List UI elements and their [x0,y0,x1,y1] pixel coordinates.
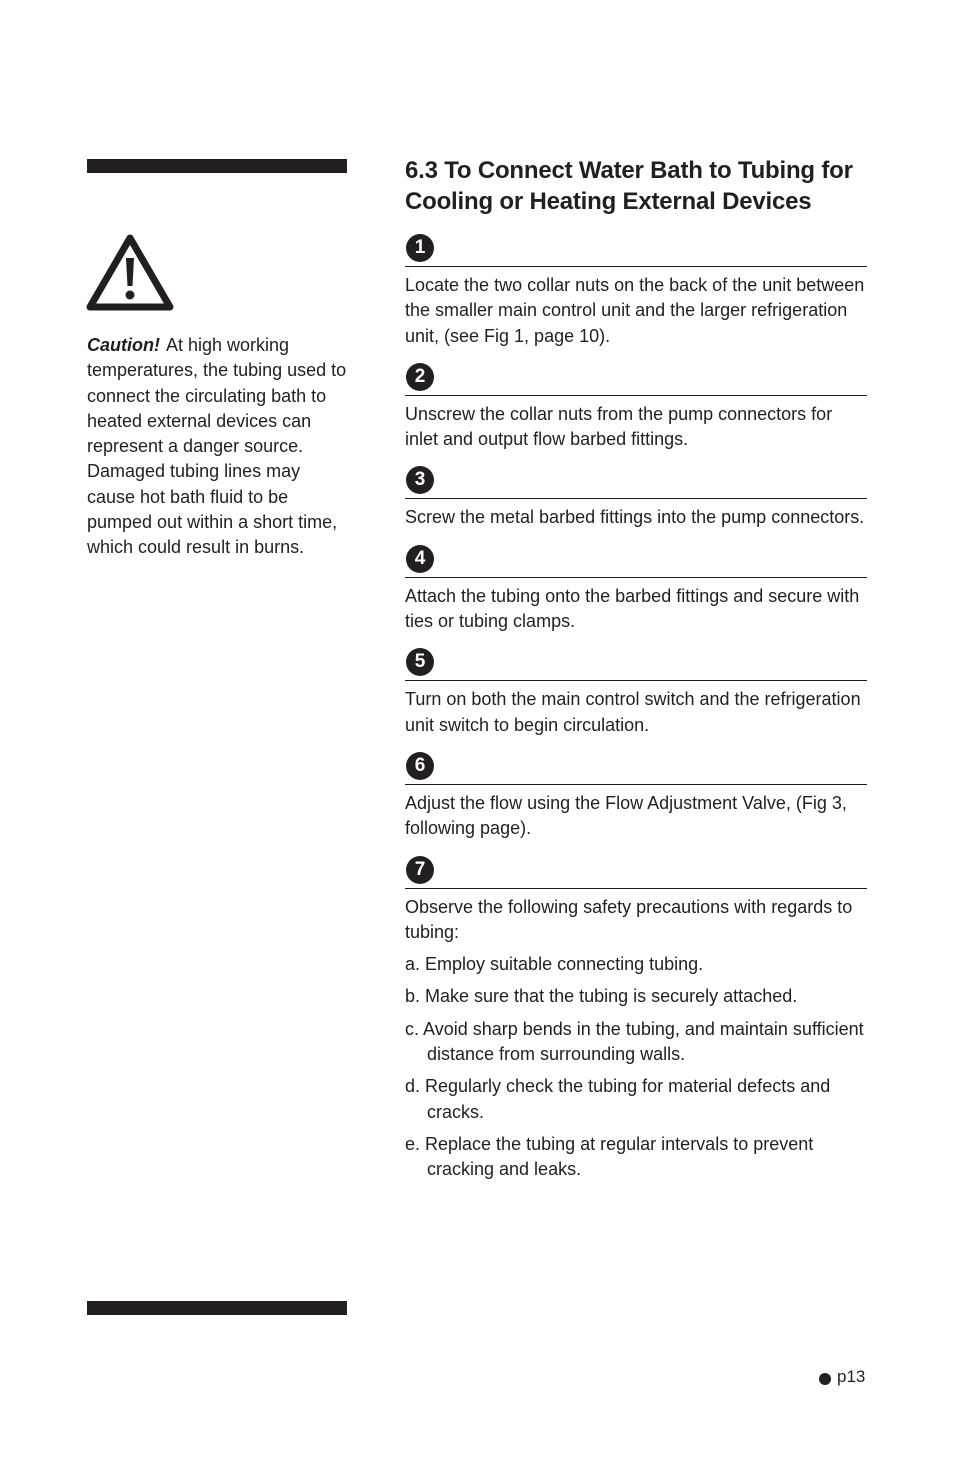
step-1 [405,233,867,349]
main-content [405,155,867,1183]
page-number: p13 [837,1367,866,1386]
step-text: Locate the two collar nuts on the back of the unit between the smaller main control unit and the larger refrigeration unit, (see Fig 1, page 10). [405,275,865,346]
step-number-badge: 5 [406,648,434,676]
list-item: c. Avoid sharp bends in the tubing, and maintain sufficient distance from surrounding walls. [405,1018,864,1065]
step-text: Screw the metal barbed fittings into the pump connectors. [405,507,865,528]
step-5 [405,647,867,738]
step-number-badge: 2 [406,363,434,391]
step-7 [405,855,867,1183]
step-header [405,647,867,681]
step-header [405,751,867,785]
step-number-badge: 4 [406,545,434,573]
step-header [405,544,867,578]
step-2 [405,362,867,453]
bottom-rule-bar [87,1301,347,1315]
list-item: b. Make sure that the tubing is securely attached. [405,986,798,1007]
step-header [405,233,867,267]
list-item: e. Replace the tubing at regular intervals to prevent cracking and leaks. [405,1133,814,1180]
step-number-badge: 7 [406,856,434,884]
step-3 [405,465,867,530]
step-text: Adjust the flow using the Flow Adjustment Valve, (Fig 3, following page). [405,792,847,839]
section-title: 6.3 To Connect Water Bath to Tubing for Cooling or Heating External Devices [405,157,853,215]
list-item: a. Employ suitable connecting tubing. [405,954,704,975]
step-number-badge: 3 [406,466,434,494]
precautions-list [405,952,867,1182]
step-text: Attach the tubing onto the barbed fittings and secure with ties or tubing clamps. [405,585,860,632]
step-header [405,855,867,889]
warning-triangle-icon [86,234,174,312]
step-4 [405,544,867,635]
step-header [405,362,867,396]
step-header [405,465,867,499]
step-text: Unscrew the collar nuts from the pump connectors for inlet and output flow barbed fittings. [405,403,833,450]
step-number-badge: 6 [406,752,434,780]
top-rule-bar [87,159,347,173]
caution-text: At high working temperatures, the tubing used to connect the circulating bath to heated external devices can represent a danger source. Damaged tubing lines may cause hot bath fluid to be pumped out within a short time, which could result in burns. [87,335,347,558]
step-text: Turn on both the main control switch and the refrigeration unit switch to begin circulation. [405,689,861,735]
step-number-badge: 1 [406,234,434,262]
caution-label: Caution! [87,335,160,355]
caution-note [87,333,349,561]
footer-bullet-icon [819,1373,831,1385]
step-text: Observe the following safety precautions with regards to tubing: [405,896,853,942]
step-6 [405,751,867,842]
list-item: d. Regularly check the tubing for material defects and cracks. [405,1076,831,1122]
